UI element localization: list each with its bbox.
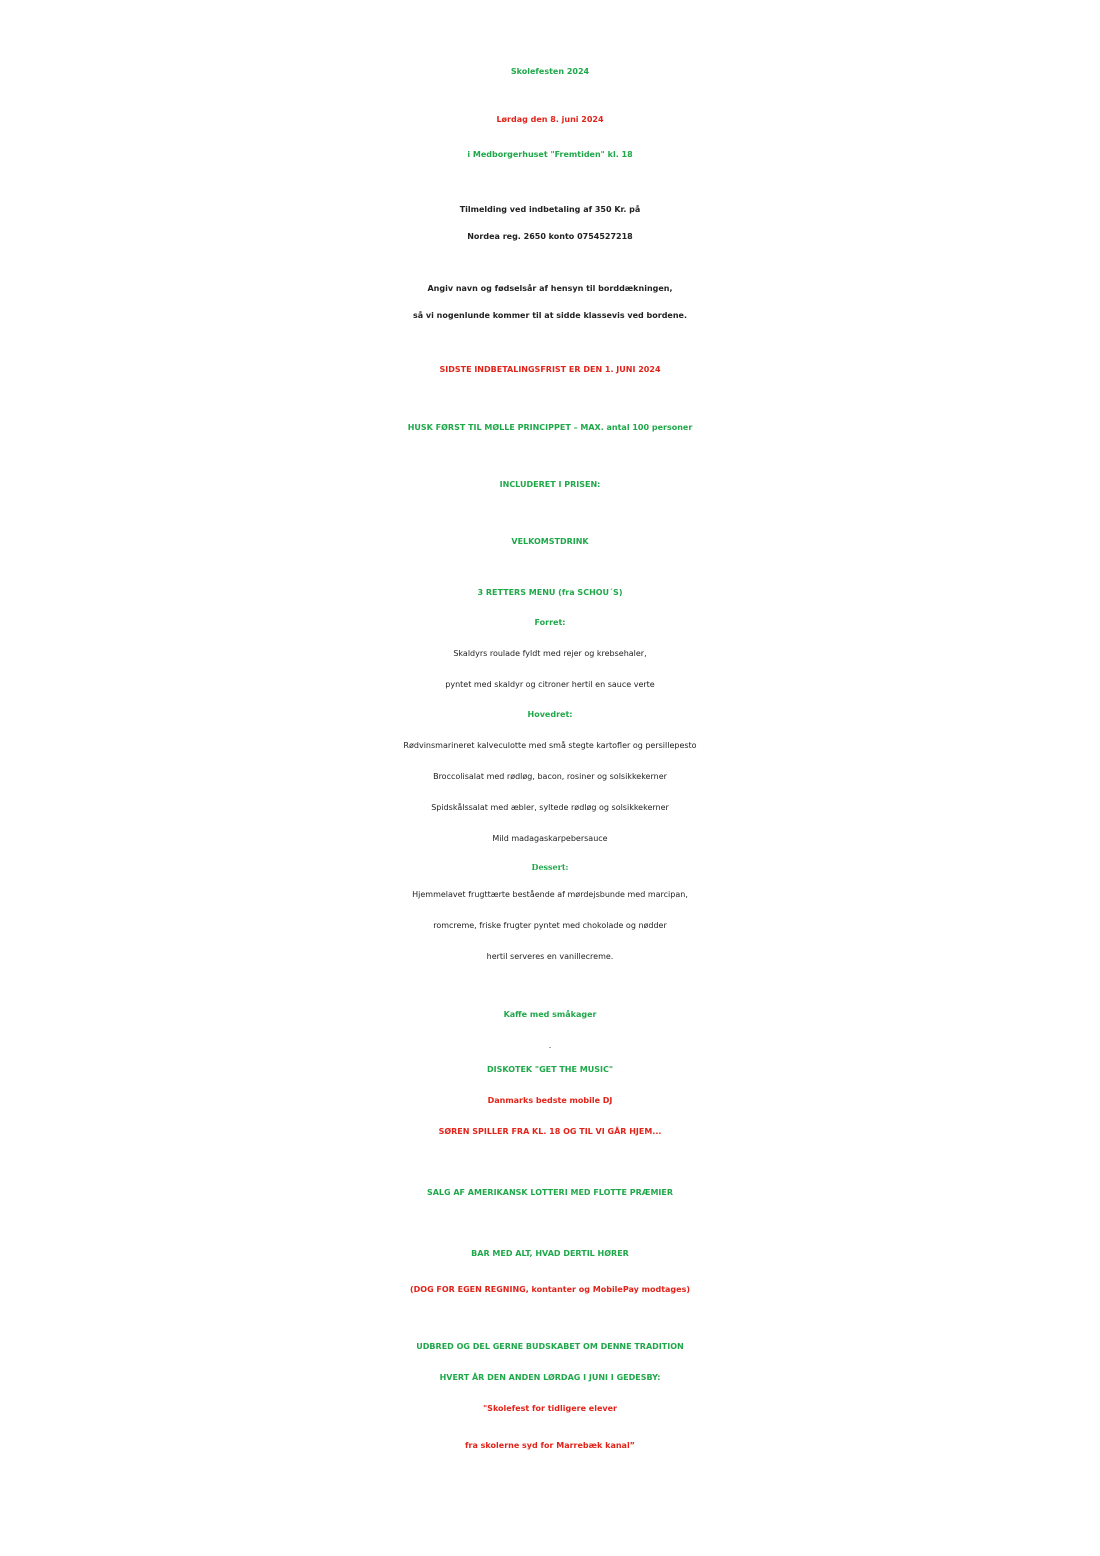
closing-quote-line-1: "Skolefest for tidligere elever: [483, 1404, 617, 1413]
starter-line-2: pyntet med skaldyr og citroner hertil en sauce verte: [445, 680, 655, 689]
starter-heading: Forret:: [534, 618, 566, 627]
main-course-line-4: Mild madagaskarpebersauce: [492, 834, 608, 843]
main-course-line-1: Rødvinsmarineret kalveculotte med små stegte kartofler og persillepesto: [403, 741, 697, 750]
closing-quote-line-2: fra skolerne syd for Marrebæk kanal”: [465, 1441, 635, 1450]
dessert-line-3: hertil serveres en vanillecreme.: [486, 952, 614, 961]
main-course-line-2: Broccolisalat med rødløg, bacon, rosiner og solsikkekerner: [433, 772, 667, 781]
first-come-notice: HUSK FØRST TIL MØLLE PRINCIPPET – MAX. antal 100 personer: [407, 423, 693, 432]
main-course-line-3: Spidskålssalat med æbler, syltede rødløg og solsikkekerner: [431, 803, 669, 812]
closing-line-1: UDBRED OG DEL GERNE BUDSKABET OM DENNE TRADITION: [416, 1342, 684, 1351]
welcome-drink: VELKOMSTDRINK: [511, 537, 589, 546]
registration-line-2: Nordea reg. 2650 konto 0754527218: [467, 232, 633, 241]
bar-title: BAR MED ALT, HVAD DERTIL HØRER: [471, 1249, 629, 1258]
dessert-line-1: Hjemmelavet frugttærte bestående af mørdejsbunde med marcipan,: [412, 890, 688, 899]
payment-deadline: SIDSTE INDBETALINGSFRIST ER DEN 1. JUNI 2024: [439, 365, 661, 374]
starter-line-1: Skaldyrs roulade fyldt med rejer og krebsehaler,: [453, 649, 647, 658]
page-title: Skolefesten 2024: [510, 67, 590, 76]
instructions-line-2: så vi nogenlunde kommer til at sidde klassevis ved bordene.: [412, 311, 688, 320]
lottery-line: SALG AF AMERIKANSK LOTTERI MED FLOTTE PRÆMIER: [426, 1188, 674, 1197]
dessert-heading: Dessert:: [531, 862, 569, 872]
bar-note: (DOG FOR EGEN REGNING, kontanter og MobilePay modtages): [409, 1285, 691, 1294]
dessert-line-2: romcreme, friske frugter pyntet med chokolade og nødder: [433, 921, 667, 930]
disco-note: SØREN SPILLER FRA KL. 18 OG TIL VI GÅR HJEM...: [438, 1127, 662, 1136]
instructions-line-1: Angiv navn og fødselsår af hensyn til borddækningen,: [427, 284, 673, 293]
coffee-line: Kaffe med småkager: [503, 1010, 597, 1019]
disco-subtitle: Danmarks bedste mobile DJ: [487, 1096, 613, 1105]
disco-title: DISKOTEK "GET THE MUSIC": [486, 1065, 613, 1074]
event-venue: i Medborgerhuset "Fremtiden" kl. 18: [467, 150, 633, 159]
closing-line-2: HVERT ÅR DEN ANDEN LØRDAG I JUNI I GEDESBY:: [439, 1373, 661, 1382]
separator-dot: .: [548, 1041, 552, 1050]
main-course-heading: Hovedret:: [527, 710, 573, 719]
event-date: Lørdag den 8. juni 2024: [496, 115, 604, 124]
registration-line-1: Tilmelding ved indbetaling af 350 Kr. på: [459, 205, 641, 214]
included-heading: INCLUDERET I PRISEN:: [499, 480, 601, 489]
menu-heading: 3 RETTERS MENU (fra SCHOU´S): [477, 588, 623, 597]
